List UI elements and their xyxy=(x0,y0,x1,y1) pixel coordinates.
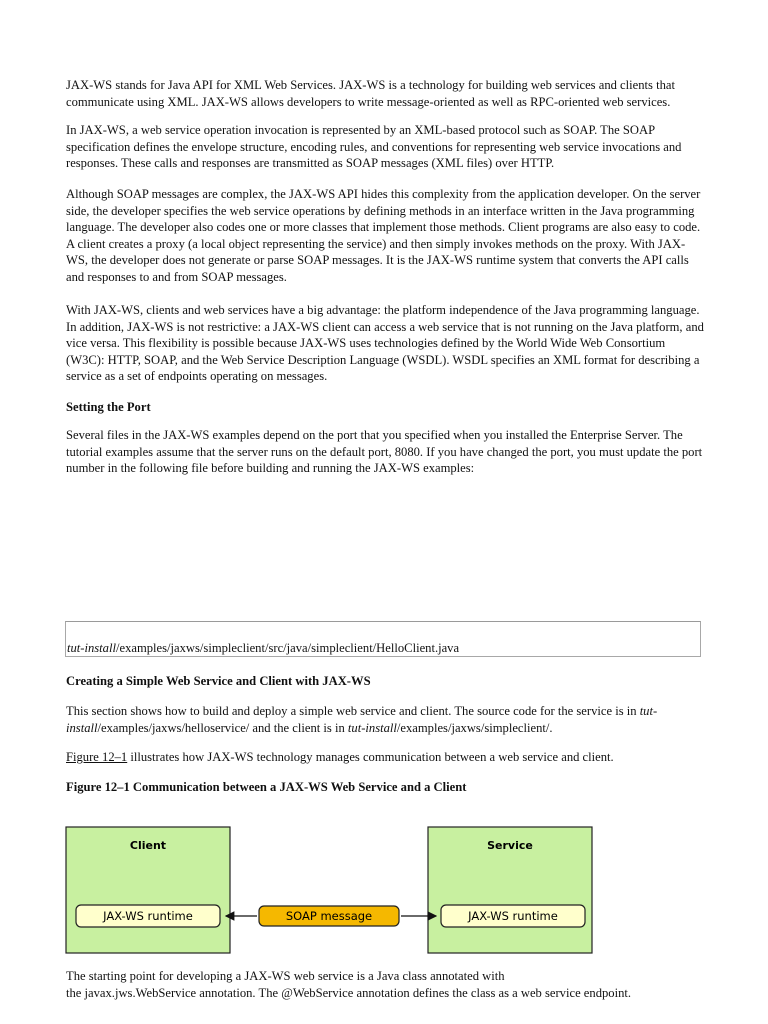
paragraph-figure-ref: Figure 12–1 illustrates how JAX-WS technology manages communication between a web service and client. xyxy=(66,750,614,764)
figure-link[interactable]: Figure 12–1 xyxy=(66,750,128,764)
paragraph-soap: In JAX-WS, a web service operation invocation is represented by an XML-based protocol such as SOAP. The SOAP specification defines the envelope structure, encoding rules, and conventions for representing web service invocations and responses. These calls and responses are transmitted as SOAP messages (XML files) over HTTP. xyxy=(66,123,682,170)
soap-message-label: SOAP message xyxy=(285,909,373,923)
paragraph-intro: JAX-WS stands for Java API for XML Web Services. JAX-WS is a technology for building web services and clients that communicate using XML. JAX-WS allows developers to write message-oriented as well as RPC-oriented web services. xyxy=(66,78,675,109)
code-path: tut-install/examples/jaxws/simpleclient/src/java/simpleclient/HelloClient.java xyxy=(67,641,460,655)
heading-setting-port: Setting the Port xyxy=(66,400,151,414)
paragraph-advantage: With JAX-WS, clients and web services have a big advantage: the platform independence of the Java programming language. In addition, JAX-WS is not restrictive: a JAX-WS client can access a web service that is not running on the Java platform, and vice versa. This flexibility is possible because JAX-WS uses technologies defined by the World Wide Web Consortium (W3C): HTTP, SOAP, and the Web Service Description Language (WSDL). WSDL specifies an XML format for describing a service as a set of endpoints operating on messages. xyxy=(66,303,704,383)
communication-diagram xyxy=(66,0,704,1024)
heading-creating-service: Creating a Simple Web Service and Client with JAX-WS xyxy=(66,674,371,688)
service-runtime-label: JAX-WS runtime xyxy=(468,909,558,923)
figure-caption: Figure 12–1 Communication between a JAX-WS Web Service and a Client xyxy=(66,780,467,794)
paragraph-complexity: Although SOAP messages are complex, the JAX-WS API hides this complexity from the application developer. On the server side, the developer specifies the web service operations by defining methods in an interface written in the Java programming language. The developer also codes one or more classes that implement those methods. Client programs are also easy to code. A client creates a proxy (a local object representing the service) and then simply invokes methods on the proxy. With JAX-WS, the developer does not generate or parse SOAP messages. It is the JAX-WS runtime system that converts the API calls and responses to and from SOAP messages. xyxy=(66,187,701,284)
service-title: Service xyxy=(487,839,533,852)
paragraph-starting-point: The starting point for developing a JAX-WS web service is a Java class annotated with the javax.jws.WebService annotation. The @WebService annotation defines the class as a web service endpoint. xyxy=(66,969,632,1000)
client-title: Client xyxy=(129,839,167,852)
client-runtime-label: JAX-WS runtime xyxy=(103,909,193,923)
paragraph-section-intro: This section shows how to build and deploy a simple web service and client. The source code for the service is in tut-install/examples/jaxws/helloservice/ and the client is in tut-install/examples/jaxws/simpleclient/. xyxy=(66,704,658,735)
paragraph-port: Several files in the JAX-WS examples depend on the port that you specified when you installed the Enterprise Server. The tutorial examples assume that the server runs on the default port, 8080. If you have changed the port, you must update the port number in the following file before building and running the JAX-WS examples: xyxy=(66,428,703,475)
